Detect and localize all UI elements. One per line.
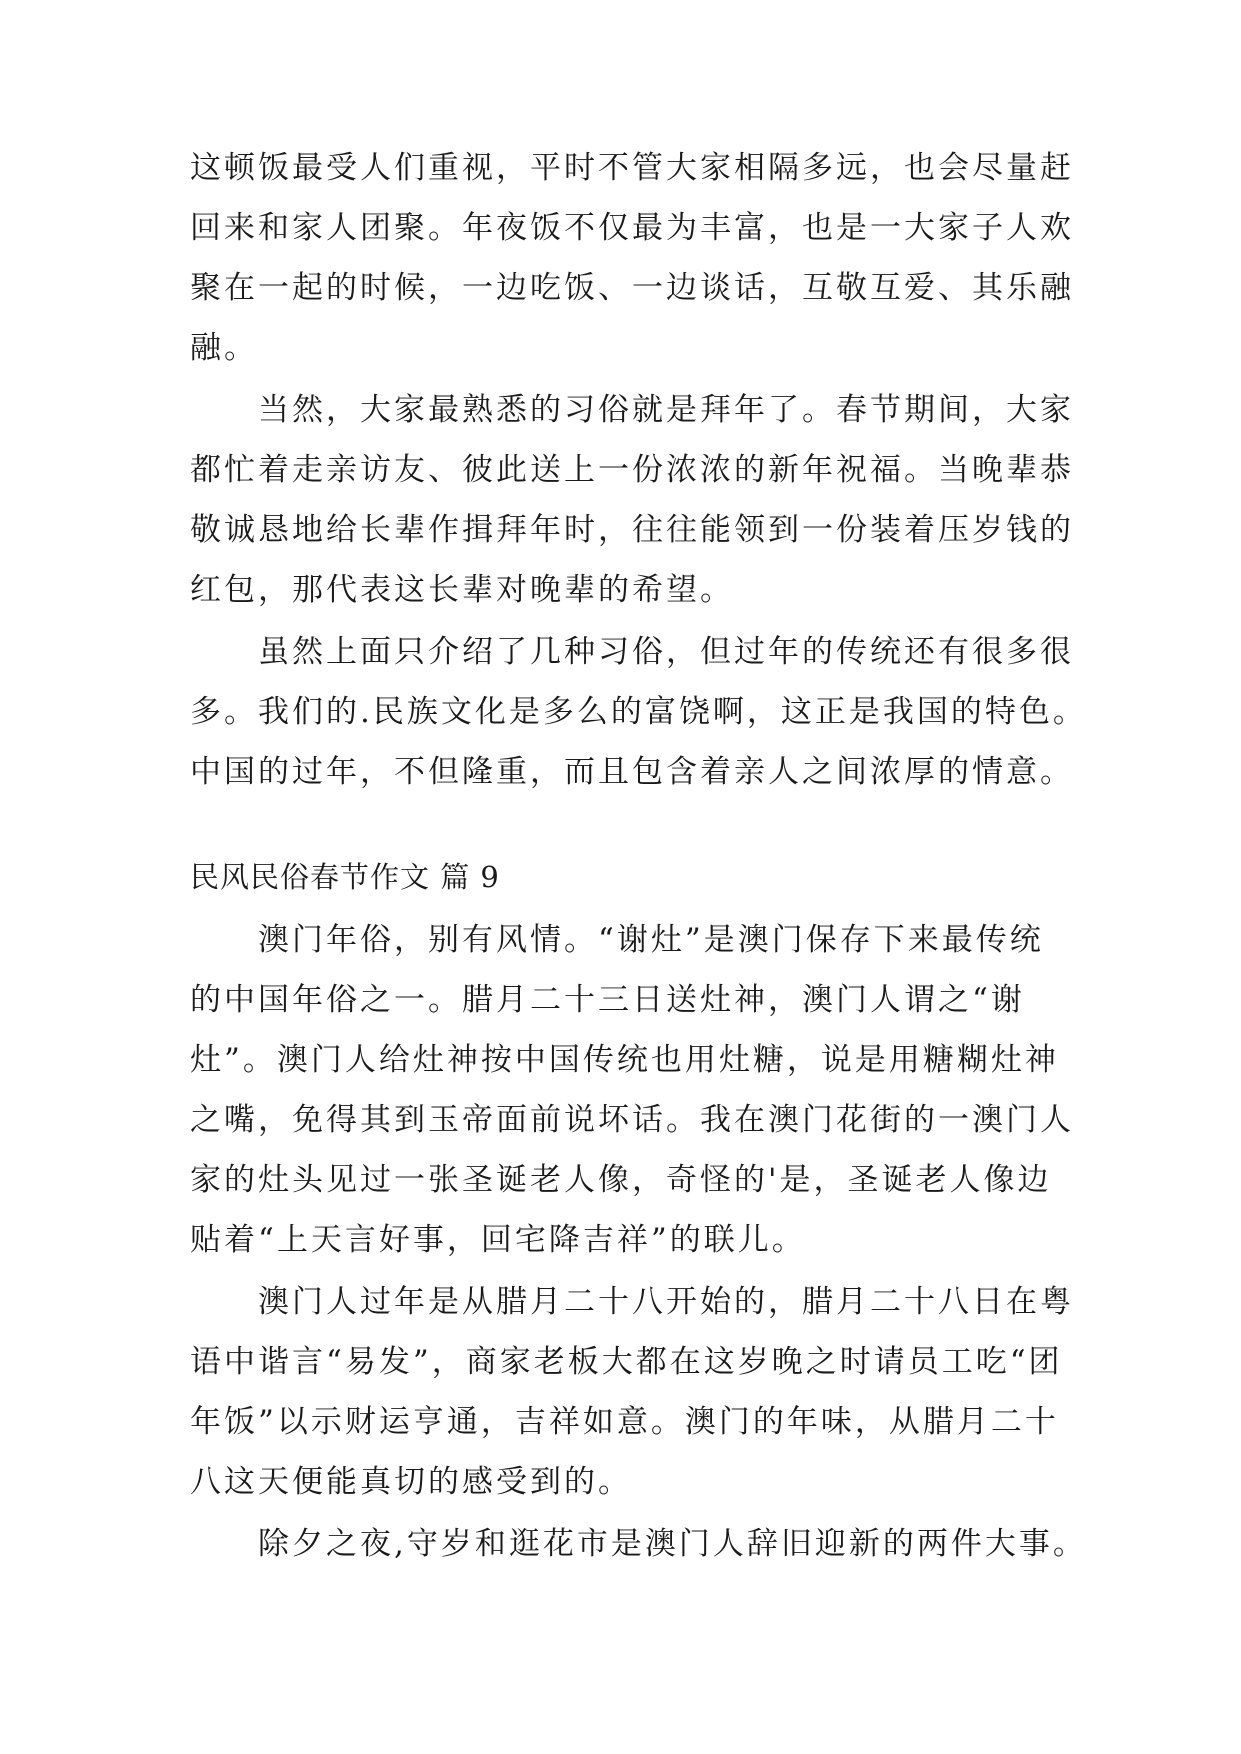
section-heading: 民风民俗春节作文 篇 9 [190, 860, 500, 894]
paragraph-line: 这顿饭最受人们重视，平时不管大家相隔多远，也会尽量赶 [190, 150, 1074, 186]
paragraph-line: 都忙着走亲访友、彼此送上一份浓浓的新年祝福。当晚辈恭 [190, 452, 1074, 488]
paragraph-line: 语中谐言“易发”，商家老板大都在这岁晚之时请员工吃“团 [190, 1344, 1063, 1380]
paragraph-line: 融。 [190, 330, 258, 366]
paragraph-line: 家的灶头见过一张圣诞老人像，奇怪的'是，圣诞老人像边 [190, 1162, 1052, 1198]
paragraph-line: 之嘴，免得其到玉帝面前说坏话。我在澳门花街的一澳门人 [190, 1102, 1074, 1138]
paragraph-line: 澳门人过年是从腊月二十八开始的，腊月二十八日在粤 [258, 1284, 1074, 1320]
paragraph-line: 除夕之夜,守岁和逛花市是澳门人辞旧迎新的两件大事。 [258, 1526, 1087, 1562]
paragraph-line: 聚在一起的时候，一边吃饭、一边谈话，互敬互爱、其乐融 [190, 270, 1074, 306]
paragraph-line: 澳门年俗，别有风情。“谢灶”是澳门保存下来最传统 [258, 922, 1044, 958]
paragraph-line: 当然，大家最熟悉的习俗就是拜年了。春节期间，大家 [258, 392, 1074, 428]
paragraph-line: 的中国年俗之一。腊月二十三日送灶神，澳门人谓之“谢 [190, 982, 1025, 1018]
paragraph-line: 敬诚恳地给长辈作揖拜年时，往往能领到一份装着压岁钱的 [190, 512, 1074, 548]
paragraph-line: 回来和家人团聚。年夜饭不仅最为丰富，也是一大家子人欢 [190, 210, 1074, 246]
paragraph-line: 虽然上面只介绍了几种习俗，但过年的传统还有很多很 [258, 634, 1074, 670]
paragraph-line: 贴着“上天言好事，回宅降吉祥”的联儿。 [190, 1222, 806, 1258]
paragraph-line: 多。我们的.民族文化是多么的富饶啊，这正是我国的特色。 [190, 694, 1087, 730]
paragraph-line: 红包，那代表这长辈对晚辈的希望。 [190, 572, 734, 608]
paragraph-line: 八这天便能真切的感受到的。 [190, 1464, 632, 1500]
paragraph-line: 中国的过年，不但隆重，而且包含着亲人之间浓厚的情意。 [190, 754, 1074, 790]
paragraph-line: 年饭”以示财运亨通，吉祥如意。澳门的年味，从腊月二十 [190, 1404, 1059, 1440]
paragraph-line: 灶”。澳门人给灶神按中国传统也用灶糖，说是用糖糊灶神 [190, 1042, 1059, 1078]
